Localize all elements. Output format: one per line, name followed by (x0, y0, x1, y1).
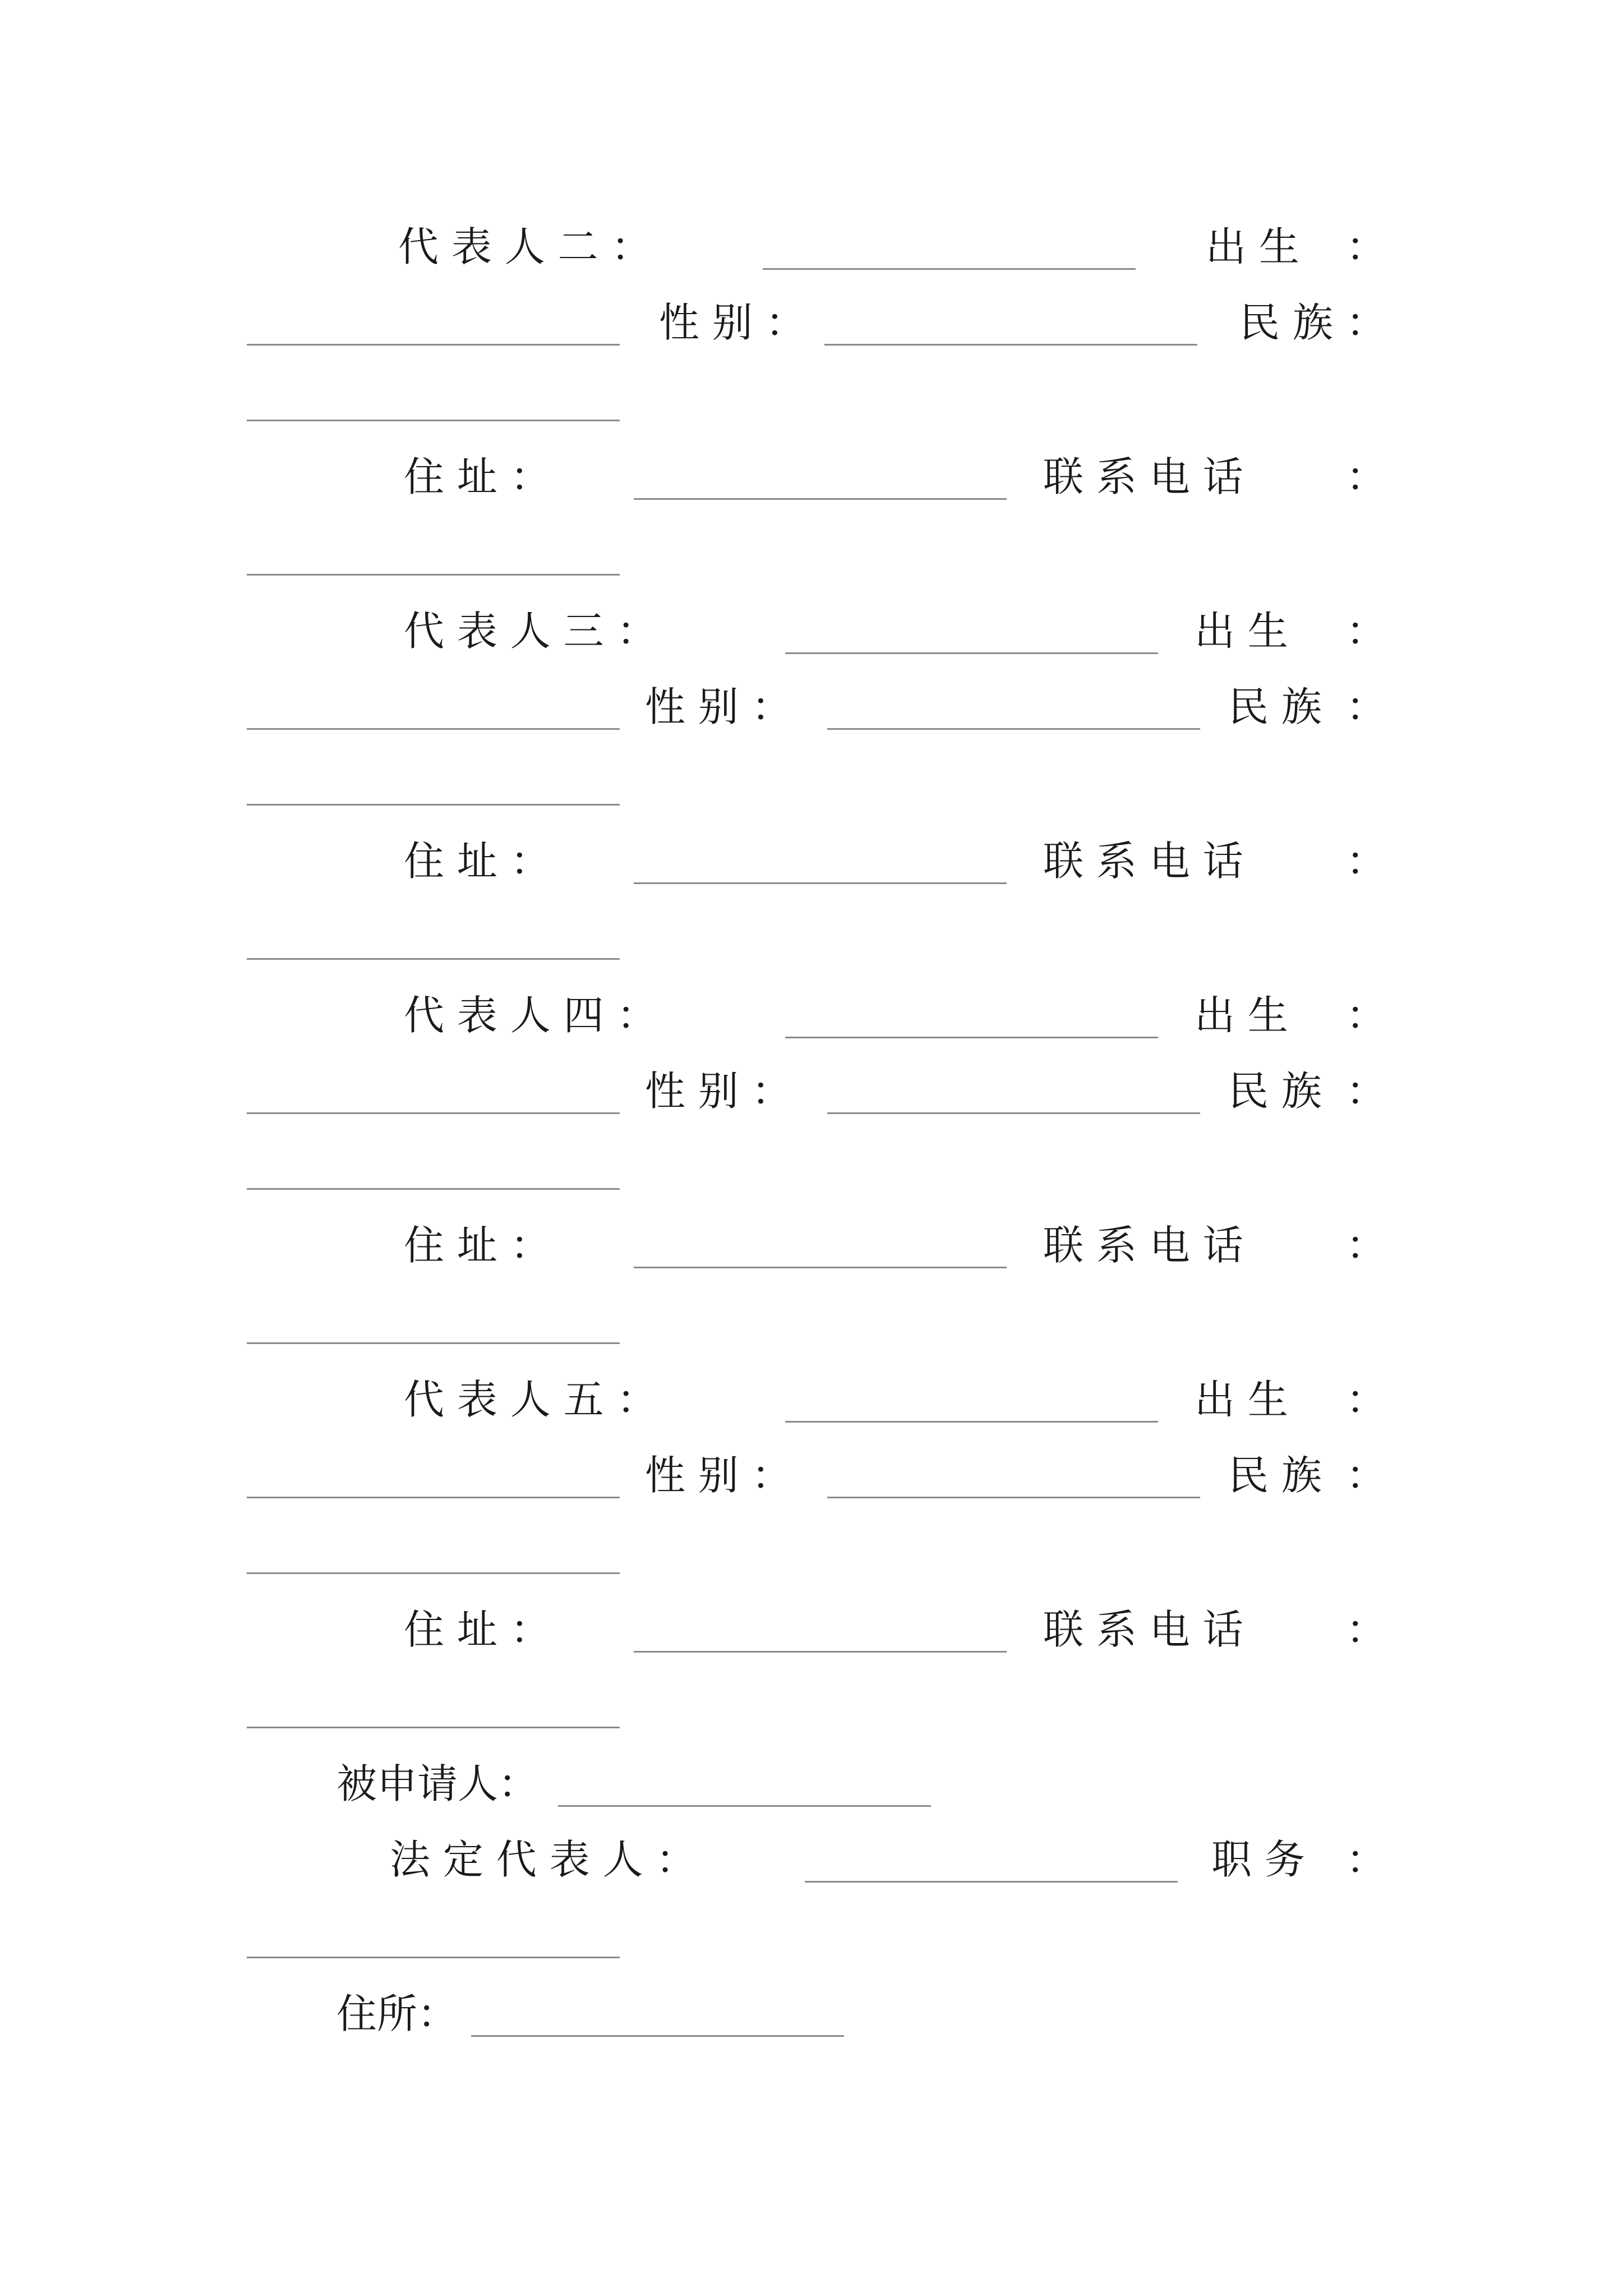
position-blank[interactable] (247, 1957, 620, 1958)
rep5-address-blank[interactable] (634, 1651, 1007, 1653)
respondent-label: 被申请人： (336, 1760, 539, 1807)
rep4-line1 (247, 987, 1387, 1043)
rep2-line4 (247, 449, 1387, 505)
rep5-gender-blank[interactable] (827, 1497, 1200, 1498)
rep3-heading: 代 表 人 三 ： (404, 608, 657, 655)
rep5-gender-label: 性 别 ： (645, 1452, 792, 1499)
respondent-line2 (247, 1832, 1387, 1888)
rep3-gender-label: 性 别 ： (645, 683, 792, 730)
rep3-gender-blank[interactable] (827, 728, 1200, 730)
rep4-ethnicity-blank[interactable] (247, 1188, 620, 1190)
rep5-phone-blank[interactable] (247, 1727, 620, 1728)
rep3-phone-label: 联 系 电 话 (1043, 838, 1243, 885)
rep3-ethnicity-colon: ： (1346, 683, 1387, 730)
rep5-line5 (247, 1677, 1368, 1733)
rep5-phone-colon: ： (1346, 1606, 1387, 1653)
rep4-ethnicity-colon: ： (1346, 1068, 1387, 1115)
rep5-ethnicity-colon: ： (1346, 1452, 1387, 1499)
rep3-line3 (247, 754, 1368, 811)
rep3-address-blank[interactable] (634, 882, 1007, 884)
rep5-phone-label: 联 系 电 话 (1043, 1606, 1243, 1653)
rep3-line4 (247, 833, 1387, 889)
rep5-ethnicity-blank[interactable] (247, 1572, 620, 1574)
rep2-birth-label: 出 生 (1206, 223, 1299, 270)
rep5-address-label: 住 址 ： (404, 1606, 551, 1653)
rep3-birth-colon: ： (1346, 608, 1387, 655)
rep4-phone-colon: ： (1346, 1222, 1387, 1269)
position-colon: ： (1346, 1836, 1387, 1883)
domicile-blank[interactable] (471, 2035, 844, 2037)
legal-rep-label: 法 定 代 表 人 ： (390, 1836, 697, 1883)
rep3-name-blank[interactable] (785, 652, 1158, 654)
rep2-line1 (247, 219, 1387, 275)
rep5-birth-label: 出 生 (1195, 1376, 1288, 1423)
position-label: 职 务 (1211, 1836, 1305, 1883)
rep3-line2 (247, 679, 1387, 735)
rep2-name-blank[interactable] (763, 268, 1136, 270)
rep2-line3 (247, 370, 1368, 426)
rep3-line1 (247, 603, 1387, 659)
rep3-phone-blank[interactable] (247, 958, 620, 960)
rep3-ethnicity-label: 民 族 (1228, 683, 1322, 730)
rep4-heading: 代 表 人 四 ： (404, 992, 657, 1039)
rep3-address-label: 住 址 ： (404, 838, 551, 885)
rep2-phone-colon: ： (1346, 453, 1387, 500)
respondent-line3 (247, 1907, 1368, 1963)
rep4-birth-label: 出 生 (1195, 992, 1288, 1039)
rep4-birth-blank[interactable] (247, 1112, 620, 1114)
rep2-line2 (247, 295, 1387, 351)
rep4-gender-blank[interactable] (827, 1112, 1200, 1114)
rep4-name-blank[interactable] (785, 1037, 1158, 1038)
rep2-ethnicity-blank[interactable] (247, 420, 620, 421)
rep4-line3 (247, 1139, 1368, 1195)
rep4-address-blank[interactable] (634, 1267, 1007, 1268)
rep4-phone-blank[interactable] (247, 1342, 620, 1344)
respondent-line4 (247, 1986, 1368, 2042)
rep3-line5 (247, 909, 1368, 965)
rep5-birth-blank[interactable] (247, 1497, 620, 1498)
rep4-ethnicity-label: 民 族 (1228, 1068, 1322, 1115)
rep2-ethnicity-label: 民 族 (1239, 299, 1333, 346)
rep5-line3 (247, 1523, 1368, 1579)
rep2-phone-blank[interactable] (247, 574, 620, 576)
rep2-gender-label: 性 别 ： (659, 299, 806, 346)
rep4-address-label: 住 址 ： (404, 1222, 551, 1269)
rep2-address-label: 住 址 ： (404, 453, 551, 500)
respondent-line1 (247, 1756, 1368, 1812)
rep3-phone-colon: ： (1346, 838, 1387, 885)
rep2-birth-blank[interactable] (247, 344, 620, 346)
rep5-line1 (247, 1372, 1387, 1428)
rep2-line5 (247, 524, 1368, 581)
rep2-birth-colon: ： (1346, 223, 1387, 270)
rep5-name-blank[interactable] (785, 1421, 1158, 1423)
rep4-line4 (247, 1217, 1387, 1273)
rep4-line5 (247, 1293, 1368, 1349)
rep5-line2 (247, 1447, 1387, 1503)
rep4-gender-label: 性 别 ： (645, 1068, 792, 1115)
rep5-birth-colon: ： (1346, 1376, 1387, 1423)
rep2-phone-label: 联 系 电 话 (1043, 453, 1243, 500)
domicile-label: 住所： (336, 1990, 458, 2037)
rep5-ethnicity-label: 民 族 (1228, 1452, 1322, 1499)
rep2-gender-blank[interactable] (824, 344, 1197, 346)
rep4-phone-label: 联 系 电 话 (1043, 1222, 1243, 1269)
rep3-birth-blank[interactable] (247, 728, 620, 730)
rep5-heading: 代 表 人 五 ： (404, 1376, 657, 1423)
respondent-name-blank[interactable] (558, 1805, 931, 1807)
rep3-birth-label: 出 生 (1195, 608, 1288, 655)
legal-rep-blank[interactable] (805, 1881, 1178, 1883)
rep2-address-blank[interactable] (634, 498, 1007, 500)
rep2-heading: 代 表 人 二 ： (398, 223, 652, 270)
rep4-birth-colon: ： (1346, 992, 1387, 1039)
rep5-line4 (247, 1602, 1387, 1658)
rep4-line2 (247, 1063, 1387, 1119)
rep3-ethnicity-blank[interactable] (247, 804, 620, 806)
rep2-ethnicity-colon: ： (1346, 299, 1387, 346)
